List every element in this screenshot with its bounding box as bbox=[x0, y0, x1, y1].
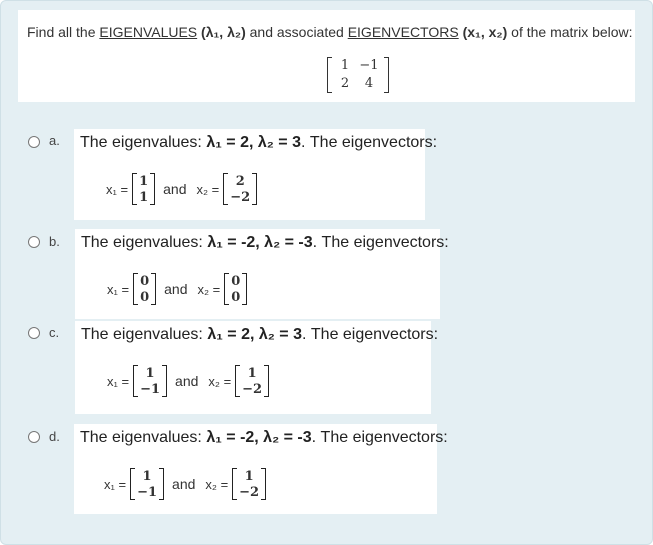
option-d-title: The eigenvalues: λ₁ = -2, λ₂ = -3. The eigenvectors: bbox=[80, 429, 448, 446]
question-text bbox=[27, 24, 633, 40]
matrix-cell: 2 bbox=[340, 76, 350, 91]
matrix-cell: −1 bbox=[359, 58, 379, 73]
option-c-letter: c. bbox=[49, 325, 60, 340]
x2-vector: 1 −2 bbox=[235, 365, 269, 397]
x1-vector: 1 −1 bbox=[130, 468, 164, 500]
eigenvalues-term: EIGENVALUES bbox=[99, 24, 198, 40]
matrix-cell: 4 bbox=[364, 76, 374, 91]
option-b-box[interactable] bbox=[75, 229, 449, 319]
x1-vector: 0 0 bbox=[133, 273, 156, 305]
x2-label: x₂ = bbox=[197, 281, 221, 297]
and-text: and bbox=[175, 373, 199, 389]
question-prefix: Find all the bbox=[27, 24, 100, 40]
x1-vector: 1 −1 bbox=[133, 365, 167, 397]
x1-label: x₁ = bbox=[107, 373, 130, 389]
question-box bbox=[18, 10, 635, 102]
question-suffix: of the matrix below: bbox=[507, 24, 633, 40]
option-a-letter: a. bbox=[49, 133, 60, 148]
option-b-vectors bbox=[107, 273, 253, 305]
option-b-letter: b. bbox=[49, 234, 60, 249]
eigenvalues-symbols: (λ₁, λ₂) bbox=[201, 24, 246, 40]
question-matrix bbox=[327, 57, 389, 93]
x2-label: x₂ = bbox=[205, 476, 229, 492]
x1-label: x₁ = bbox=[107, 281, 130, 297]
option-c-radio[interactable] bbox=[28, 327, 40, 339]
option-a-box[interactable] bbox=[74, 129, 438, 220]
x1-vector: 1 1 bbox=[132, 173, 155, 205]
x2-vector: 1 −2 bbox=[232, 468, 266, 500]
question-middle: and associated bbox=[245, 24, 348, 40]
option-d-letter: d. bbox=[49, 429, 60, 444]
option-d-box[interactable] bbox=[74, 424, 448, 514]
option-c-vectors bbox=[107, 365, 275, 397]
x1-label: x₁ = bbox=[106, 181, 129, 197]
eigenvectors-symbols: (x₁, x₂) bbox=[462, 24, 508, 40]
x2-label: x₂ = bbox=[208, 373, 232, 389]
option-c-box[interactable] bbox=[75, 321, 439, 414]
x2-label: x₂ = bbox=[196, 181, 220, 197]
option-a-radio[interactable] bbox=[28, 136, 40, 148]
option-a-vectors bbox=[106, 173, 263, 205]
and-text: and bbox=[163, 181, 187, 197]
option-b-title: The eigenvalues: λ₁ = -2, λ₂ = -3. The eigenvectors: bbox=[81, 234, 449, 251]
option-c-title: The eigenvalues: λ₁ = 2, λ₂ = 3. The eigenvectors: bbox=[81, 326, 439, 343]
eigenvectors-term: EIGENVECTORS bbox=[347, 24, 459, 40]
matrix-cell: 1 bbox=[340, 58, 350, 73]
option-b-radio[interactable] bbox=[28, 236, 40, 248]
x2-vector: 0 0 bbox=[224, 273, 247, 305]
and-text: and bbox=[164, 281, 188, 297]
x1-label: x₁ = bbox=[104, 476, 127, 492]
x2-vector: 2 −2 bbox=[223, 173, 257, 205]
matrix-right-bracket bbox=[384, 57, 389, 93]
option-a-title: The eigenvalues: λ₁ = 2, λ₂ = 3. The eigenvectors: bbox=[80, 134, 438, 151]
and-text: and bbox=[172, 476, 196, 492]
option-d-vectors bbox=[104, 468, 272, 500]
option-d-radio[interactable] bbox=[28, 431, 40, 443]
